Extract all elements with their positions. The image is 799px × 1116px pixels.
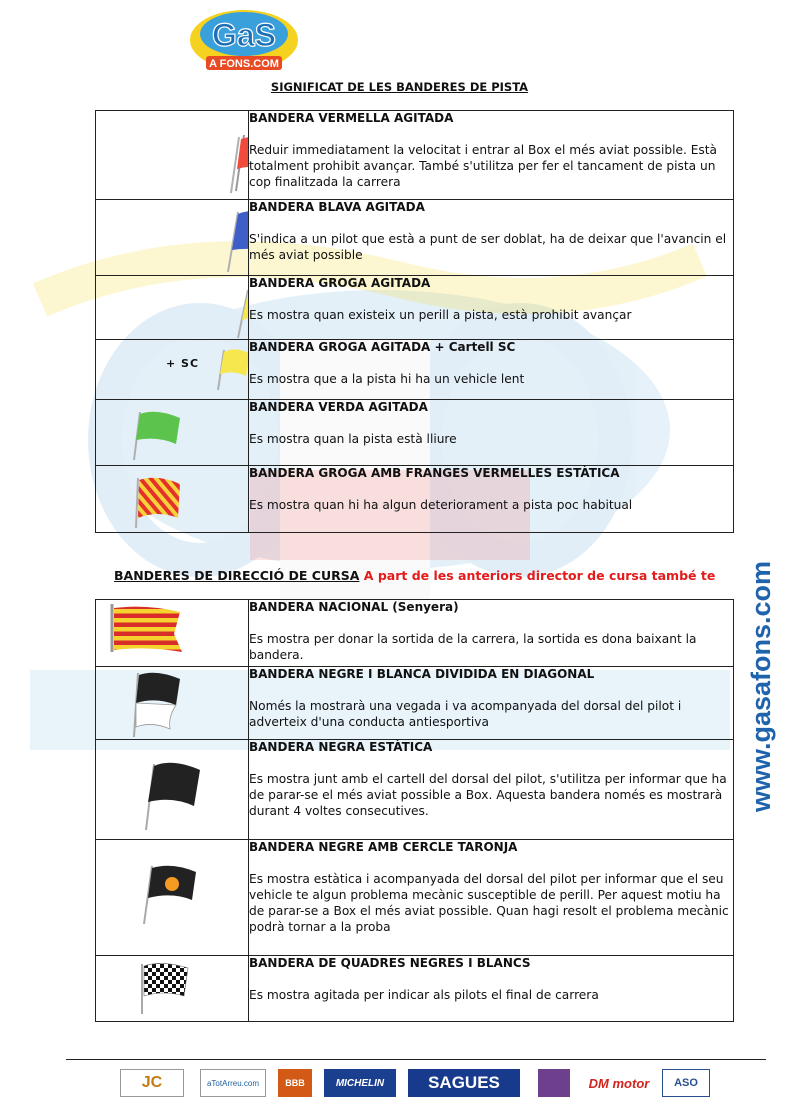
flag-description: Es mostra que a la pista hi ha un vehicle lent bbox=[249, 372, 525, 386]
yellow-flag-sc-icon bbox=[96, 340, 248, 400]
website-text: www.gasafons.com bbox=[746, 560, 777, 812]
section-note: A part de les anteriors director de cursa també te bbox=[359, 568, 716, 583]
flag-text-cell bbox=[249, 200, 734, 276]
table-row bbox=[96, 111, 734, 200]
flag-image-cell bbox=[96, 400, 249, 466]
flag-text-cell bbox=[249, 740, 734, 840]
checkered-flag-icon bbox=[96, 956, 248, 1022]
logo-text: GaS bbox=[211, 17, 277, 53]
logo-subtext: A FONS.COM bbox=[209, 58, 279, 70]
flag-description: Es mostra quan la pista està lliure bbox=[249, 432, 457, 446]
flag-description: Es mostra quan hi ha algun deteriorament a pista poc habitual bbox=[249, 498, 633, 512]
green-flag-icon bbox=[96, 400, 248, 466]
flag-image-cell bbox=[96, 276, 249, 340]
flag-description: Reduir immediatament la velocitat i entrar al Box el més aviat possible. Està totalment prohibit avançar. També s'utilitza per fer el tancament de pista un cop finalitzada la carrera bbox=[249, 143, 717, 189]
flag-description: Es mostra estàtica i acompanyada del dorsal del pilot per informar que el seu vehicle te algun problema mecànic susceptible de perill. Per aquest motiu ha de parar-se a Box el més aviat possible. Quan hagi resolt el problema mecànic podrà tornar a la proba bbox=[249, 872, 729, 934]
gasafons-logo bbox=[186, 4, 302, 76]
flag-description: S'indica a un pilot que està a punt de ser doblat, ha de deixar que l'avancin el més aviat possible bbox=[249, 232, 727, 262]
track-flags-table bbox=[95, 110, 734, 533]
flag-text-cell bbox=[249, 466, 734, 533]
section-title: BANDERES DE DIRECCIÓ DE CURSA bbox=[114, 568, 360, 583]
flag-image-cell bbox=[96, 600, 249, 667]
sc-sign: + SC bbox=[166, 357, 200, 370]
flag-text-cell bbox=[249, 111, 734, 200]
flag-image-cell bbox=[96, 840, 249, 956]
black-white-diagonal-flag-icon bbox=[96, 667, 248, 740]
senyera-flag-icon bbox=[96, 600, 248, 667]
black-orange-disc-flag-icon bbox=[96, 840, 248, 956]
flag-description: Es mostra per donar la sortida de la carrera, la sortida es dona baixant la bandera. bbox=[249, 632, 697, 662]
table-row bbox=[96, 340, 734, 400]
flag-description: Només la mostrarà una vegada i va acompanyada del dorsal del pilot i adverteix d'una conducta antiesportiva bbox=[249, 699, 682, 729]
sponsor-logo: JC bbox=[120, 1069, 184, 1097]
flag-name: BANDERA BLAVA AGITADA bbox=[249, 200, 425, 214]
page-title: SIGNIFICAT DE LES BANDERES DE PISTA bbox=[270, 80, 529, 94]
flag-name: BANDERA NACIONAL (Senyera) bbox=[249, 600, 459, 614]
flag-description: Es mostra quan existeix un perill a pista, està prohibit avançar bbox=[249, 308, 632, 322]
flag-text-cell bbox=[249, 600, 734, 667]
yellow-flag-icon bbox=[96, 276, 248, 340]
flag-text-cell bbox=[249, 276, 734, 340]
footer-divider bbox=[66, 1059, 766, 1060]
sponsor-logo: DM motor bbox=[588, 1075, 650, 1091]
director-flags-table bbox=[95, 599, 734, 1022]
section-heading bbox=[114, 568, 715, 583]
flag-image-cell bbox=[96, 466, 249, 533]
table-row bbox=[96, 276, 734, 340]
sponsor-logos bbox=[120, 1069, 720, 1099]
flag-image-cell bbox=[96, 111, 249, 200]
flag-text-cell bbox=[249, 400, 734, 466]
table-row bbox=[96, 667, 734, 740]
flag-name: BANDERA GROGA AGITADA + Cartell SC bbox=[249, 340, 516, 354]
sponsor-logo bbox=[538, 1069, 570, 1097]
red-flag-icon bbox=[96, 111, 248, 200]
blue-flag-icon bbox=[96, 200, 248, 276]
table-row bbox=[96, 740, 734, 840]
yellow-red-striped-flag-icon bbox=[96, 466, 248, 533]
flag-name: BANDERA NEGRE I BLANCA DIVIDIDA EN DIAGONAL bbox=[249, 667, 595, 681]
flag-name: BANDERA GROGA AGITADA bbox=[249, 276, 431, 290]
sponsor-logo: SAGUES bbox=[408, 1069, 520, 1097]
table-row bbox=[96, 200, 734, 276]
flag-name: BANDERA VERMELLA AGITADA bbox=[249, 111, 454, 125]
flag-image-cell bbox=[96, 667, 249, 740]
table-row bbox=[96, 840, 734, 956]
flag-text-cell bbox=[249, 956, 734, 1022]
sponsor-logo: MICHELIN bbox=[324, 1069, 396, 1097]
flag-name: BANDERA NEGRA ESTÀTICA bbox=[249, 740, 433, 754]
flag-name: BANDERA GROGA AMB FRANGES VERMELLES ESTÀTICA bbox=[249, 466, 620, 480]
flag-description: Es mostra junt amb el cartell del dorsal del pilot, s'utilitza per informar que ha de parar-se el més aviat possible a Box. Aquesta bandera només es mostrarà durant 4 voltes consecutives. bbox=[249, 772, 727, 818]
flag-image-cell bbox=[96, 740, 249, 840]
black-flag-icon bbox=[96, 740, 248, 840]
flag-name: BANDERA VERDA AGITADA bbox=[249, 400, 428, 414]
sponsor-logo: BBB bbox=[278, 1069, 312, 1097]
flag-text-cell bbox=[249, 340, 734, 400]
website-vertical bbox=[742, 556, 782, 816]
flag-image-cell bbox=[96, 340, 249, 400]
flag-name: BANDERA NEGRE AMB CERCLE TARONJA bbox=[249, 840, 518, 854]
flag-description: Es mostra agitada per indicar als pilots el final de carrera bbox=[249, 988, 599, 1002]
flag-image-cell bbox=[96, 956, 249, 1022]
flag-text-cell bbox=[249, 840, 734, 956]
sponsor-logo: ASO bbox=[662, 1069, 710, 1097]
table-row bbox=[96, 600, 734, 667]
table-row bbox=[96, 400, 734, 466]
table-row bbox=[96, 466, 734, 533]
flag-name: BANDERA DE QUADRES NEGRES I BLANCS bbox=[249, 956, 531, 970]
flag-text-cell bbox=[249, 667, 734, 740]
flag-image-cell bbox=[96, 200, 249, 276]
sponsor-logo: aTotArreu.com bbox=[200, 1069, 266, 1097]
table-row bbox=[96, 956, 734, 1022]
